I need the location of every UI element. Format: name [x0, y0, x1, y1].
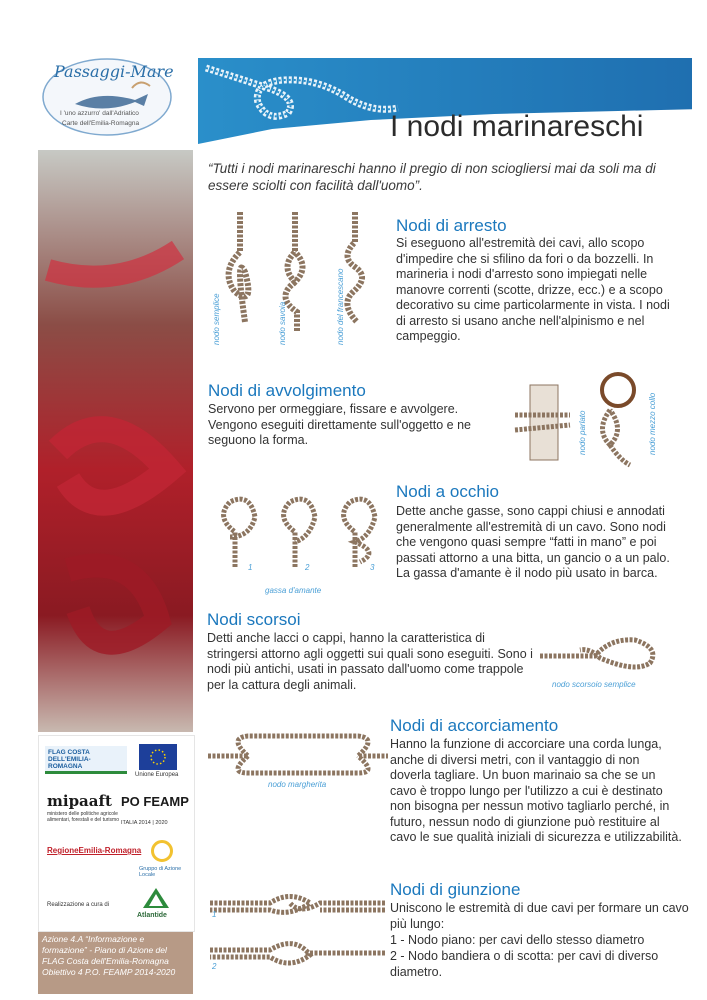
po-feamp-logo: PO FEAMP: [121, 794, 189, 809]
caption-nodo-mezzo-collo: nodo mezzo collo: [648, 392, 657, 455]
italia-label: ITALIA 2014 | 2020: [121, 820, 168, 826]
text-arresto: Si eseguono all'estremità dei cavi, allo scopo d'impedire che si sfilino da fori o da bozzelli. In marineria i nodi d'arresto sono impiegati nelle manovre correnti (scotte, drizze, ecc.) e a scopo decorativo su cime particolarmente in vista. I nodi di arresto si usano anche nell'alpinismo e nel campeggio.: [396, 236, 670, 343]
caption-step-2: 2: [305, 563, 310, 572]
list-item-giunzione-1: 1 - Nodo piano: per cavi dello stesso diametro: [390, 933, 645, 947]
caption-nodo-francescano: nodo del francescano: [336, 268, 345, 345]
footnote: Azione 4.A “Informazione e formazione” - Piano di Azione del FLAG Costa dell'Emilia-Romagna Obiettivo 4 P.O. FEAMP 2014-2020: [38, 932, 193, 994]
heading-arresto: Nodi di arresto: [396, 216, 507, 235]
logo-title: Passaggi-Mare: [54, 62, 174, 81]
logo: [40, 52, 175, 142]
text-scorsoi: Detti anche lacci o cappi, hanno la caratteristica di stringersi attorno agli oggetti sui quali sono eseguiti. Sono i nodi più antichi, usati in passato dall'uomo come trappole per la cattura degli animali.: [207, 631, 533, 692]
caption-nodo-scorsoio: nodo scorsoio semplice: [552, 680, 636, 689]
logo-line2: Carte dell'Emilia-Romagna: [62, 120, 140, 127]
caption-nodo-margherita: nodo margherita: [268, 780, 327, 789]
eu-label: Unione Europea: [135, 772, 179, 778]
caption-bend-1: 1: [212, 910, 217, 919]
heading-occhio: Nodi a occhio: [396, 482, 500, 501]
sheepshank-illustration: [208, 728, 388, 778]
heading-scorsoi: Nodi scorsoi: [207, 610, 301, 629]
quote: “Tutti i nodi marinareschi hanno il pregio di non sciogliersi mai da soli ma di essere sciolti con facilità dall'uomo”.: [208, 161, 656, 193]
red-rope-photo: [38, 150, 193, 732]
realizzazione-label: Realizzazione a cura di: [47, 902, 110, 908]
caption-nodo-semplice: nodo semplice: [212, 293, 221, 345]
list-item-giunzione-2: 2 - Nodo bandiera o di scotta: per cavi di diverso diametro.: [390, 949, 659, 979]
eu-flag-icon: [139, 744, 177, 770]
text-avvolgimento: Servono per ormeggiare, fissare e avvolgere. Vengono eseguiti direttamente sull'oggetto e ne seguono la forma.: [208, 402, 471, 447]
mipaaft-logo: mipaaft: [47, 792, 112, 810]
bend-knots-illustration: [210, 885, 385, 980]
atlantide-label: Atlantide: [137, 912, 167, 919]
flag-logo: FLAG COSTA DELL'EMILIA-ROMAGNA: [45, 746, 127, 774]
bowline-illustration: [210, 492, 390, 577]
logo-line1: I 'uno azzurro' dall'Adriatico: [60, 110, 139, 117]
text-occhio: Dette anche gasse, sono cappi chiusi e annodati generalmente all'estremità di un cavo. Sono nodi che vengono quasi sempre “fatti in mano” e poi passati attorno a una bitta, un gancio o a un palo. La gassa d'amante è il nodo più usato in barca.: [396, 504, 670, 580]
regione-logo: RegioneEmilia-Romagna: [47, 846, 142, 855]
slip-knot-illustration: [540, 628, 670, 678]
page-title: I nodi marinareschi: [390, 110, 644, 143]
sponsor-logos: [38, 735, 195, 932]
stopper-knots-illustration: [215, 212, 385, 342]
heading-giunzione: Nodi di giunzione: [390, 880, 521, 899]
caption-gassa-damante: gassa d'amante: [265, 586, 322, 595]
caption-nodo-savoia: nodo savoia: [278, 301, 287, 345]
caption-bend-2: 2: [212, 962, 217, 971]
text-accorciamento: Hanno la funzione di accorciare una corda lunga, anche di diversi metri, con il vantaggio di non doverla tagliare. Un buon marinaio sa che se un cavo è troppo lungo per l'utilizzo a cui è destinato non bisogna per nessun motivo tagliarlo perché, in futuro, nessun nodo di giunzione può restituire al cavo le sue qualità iniziali di sicurezza e utilizzabilità.: [390, 737, 682, 844]
caption-step-3: 3: [370, 563, 375, 572]
hitch-knots-illustration: [510, 370, 670, 470]
mipaaft-subtitle: ministero delle politiche agricole alimentari, forestali e del turismo: [47, 811, 119, 823]
caption-step-1: 1: [248, 563, 253, 572]
heading-avvolgimento: Nodi di avvolgimento: [208, 381, 366, 400]
gal-icon: [151, 840, 173, 862]
gal-label: Gruppo di Azione Locale: [139, 866, 182, 878]
text-giunzione: Uniscono le estremità di due cavi per formare un cavo più lungo:: [390, 901, 689, 931]
caption-nodo-parlato: nodo parlato: [578, 410, 587, 455]
heading-accorciamento: Nodi di accorciamento: [390, 716, 559, 735]
